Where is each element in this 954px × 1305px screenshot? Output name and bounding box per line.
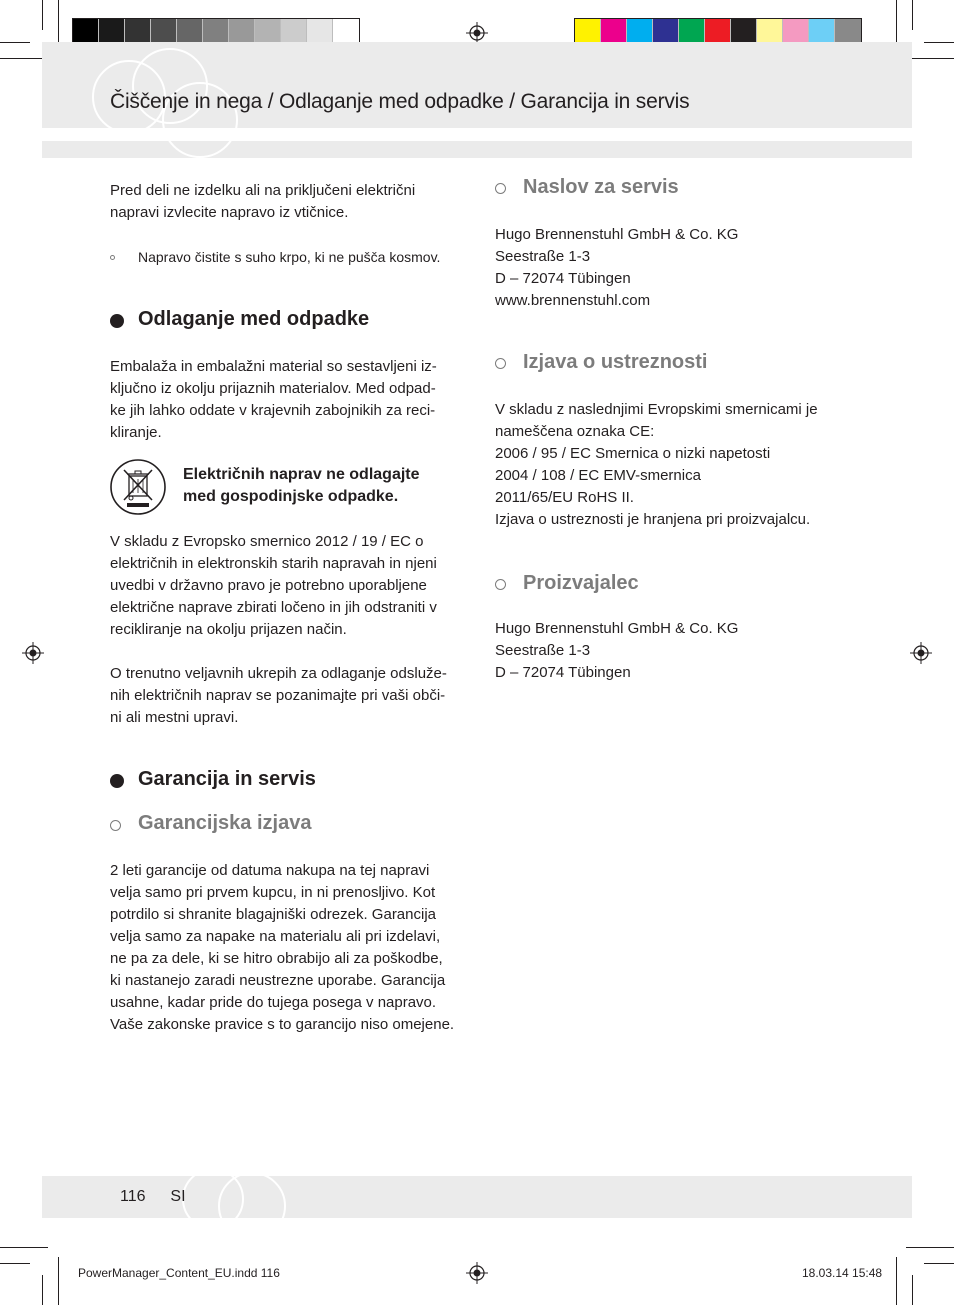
text-line: V skladu z Evropsko smernico 2012 / 19 / EC o	[110, 533, 424, 550]
text-line: električne naprave zbirati ločeno in jih odstraniti v	[110, 599, 437, 616]
crop-mark	[0, 58, 48, 59]
text-line: Pred deli ne izdelku ali na priključeni električni	[110, 182, 416, 199]
crop-mark	[58, 0, 59, 48]
text-line: 2 leti garancije od datuma nakupa na tej napravi	[110, 862, 430, 879]
text-line: Embalaža in embalažni material so sestavljeni iz-	[110, 358, 437, 375]
registration-mark-icon	[22, 642, 44, 664]
page-number-value: 116	[120, 1188, 146, 1205]
text-line: velja samo za napake na materialu ali pri izdelavi,	[110, 928, 441, 945]
text-line: D – 72074 Tübingen	[495, 664, 631, 681]
decorative-circle	[218, 1172, 286, 1240]
section-bullet	[110, 314, 124, 328]
crop-mark	[896, 0, 897, 48]
subsection-bullet	[495, 183, 506, 194]
disposal-heading: Odlaganje med odpadke	[138, 308, 370, 330]
manufacturer-address	[495, 618, 738, 684]
manufacturer-heading: Proizvajalec	[523, 572, 639, 594]
slug-date: 18.03.14 15:48	[802, 1266, 883, 1280]
crop-mark	[0, 1247, 48, 1248]
section-bullet	[110, 774, 124, 788]
text-line: Seestraße 1-3	[495, 248, 591, 265]
text-line: ni ali mestni upravi.	[110, 709, 239, 726]
page-number	[120, 1188, 186, 1206]
crossed-out-wheelie-bin-icon	[109, 458, 167, 516]
text-line: usahne, kadar pride do tujega posega v napravo.	[110, 994, 437, 1011]
intro-text	[110, 180, 415, 224]
text-line: potrdilo si shranite blagajniški odrezek. Garancija	[110, 906, 437, 923]
disposal-warning	[183, 464, 420, 508]
bullet-marker	[110, 255, 115, 260]
crop-mark	[924, 1263, 954, 1264]
cleaning-bullet: Napravo čistite s suho krpo, ki ne pušča kosmov.	[138, 249, 441, 265]
text-line: 2004 / 108 / EC EMV-smernica	[495, 467, 701, 484]
text-line: nih električnih naprav se pozanimajte pri vaši obči-	[110, 687, 446, 704]
page-title: Čiščenje in nega / Odlaganje med odpadke / Garancija in servis	[110, 90, 690, 113]
crop-mark	[58, 1257, 59, 1305]
text-line: 2011/65/EU RoHS II.	[495, 489, 634, 506]
text-line: napravi izvlecite napravo iz vtičnice.	[110, 204, 349, 221]
crop-mark	[906, 58, 954, 59]
service-heading: Naslov za servis	[523, 176, 679, 198]
crop-mark	[42, 1275, 43, 1305]
warranty-heading: Garancija in servis	[138, 768, 316, 790]
text-line: ke jih lahko oddate v krajevnih zabojnikih za reci-	[110, 402, 436, 419]
text-line: Vaše zakonske pravice s to garancijo niso omejene.	[110, 1016, 455, 1033]
text-line: Seestraße 1-3	[495, 642, 591, 659]
service-address	[495, 224, 738, 312]
language-code: SI	[170, 1188, 186, 1205]
text-line: nameščena oznaka CE:	[495, 423, 655, 440]
registration-mark-icon	[910, 642, 932, 664]
crop-mark	[0, 42, 30, 43]
text-line: recikliranje na okolju prijazen način.	[110, 621, 347, 638]
text-line: električnih in elektronskih starih napravah in njeni	[110, 555, 437, 572]
subsection-bullet	[110, 820, 121, 831]
text-line: uvedbi v državno pravo je potrebno uporabljene	[110, 577, 427, 594]
text-line: Hugo Brennenstuhl GmbH & Co. KG	[495, 620, 739, 637]
text-line: D – 72074 Tübingen	[495, 270, 631, 287]
conformity-heading: Izjava o ustreznosti	[523, 351, 708, 373]
registration-mark-icon	[466, 22, 488, 44]
crop-mark	[42, 0, 43, 30]
subsection-bullet	[495, 579, 506, 590]
website-link[interactable]: www.brennenstuhl.com	[495, 292, 651, 309]
crop-mark	[912, 0, 913, 30]
text-line: kliranje.	[110, 424, 162, 441]
text-line: 2006 / 95 / EC Smernica o nizki napetosti	[495, 445, 771, 462]
text-line: Električnih naprav ne odlagajte	[183, 466, 420, 483]
subsection-bullet	[495, 358, 506, 369]
registration-mark-icon	[466, 1262, 488, 1284]
text-line: med gospodinjske odpadke.	[183, 488, 399, 505]
crop-mark	[912, 1275, 913, 1305]
crop-mark	[896, 1257, 897, 1305]
text-line: ključno iz okolju prijaznih materialov. Med odpad-	[110, 380, 436, 397]
crop-mark	[924, 42, 954, 43]
slug-filename: PowerManager_Content_EU.indd 116	[78, 1266, 280, 1280]
warranty-paragraph	[110, 860, 454, 1036]
local-authority-paragraph	[110, 663, 447, 729]
text-line: velja samo pri prvem kupcu, in ni prenosljivo. Kot	[110, 884, 436, 901]
warranty-subheading: Garancijska izjava	[138, 812, 312, 834]
text-line: O trenutno veljavnih ukrepih za odlaganje odsluže-	[110, 665, 447, 682]
crop-mark	[906, 1247, 954, 1248]
text-line: ki nastanejo zaradi neustrezne uporabe. Garancija	[110, 972, 446, 989]
weee-paragraph	[110, 531, 437, 641]
text-line: Izjava o ustreznosti je hranjena pri proizvajalcu.	[495, 511, 811, 528]
disposal-paragraph	[110, 356, 437, 444]
text-line: ne pa za dele, ki se hitro obrabijo ali za poškodbe,	[110, 950, 443, 967]
conformity-text	[495, 399, 818, 531]
text-line: Hugo Brennenstuhl GmbH & Co. KG	[495, 226, 739, 243]
text-line: V skladu z naslednjimi Evropskimi smernicami je	[495, 401, 818, 418]
crop-mark	[0, 1263, 30, 1264]
